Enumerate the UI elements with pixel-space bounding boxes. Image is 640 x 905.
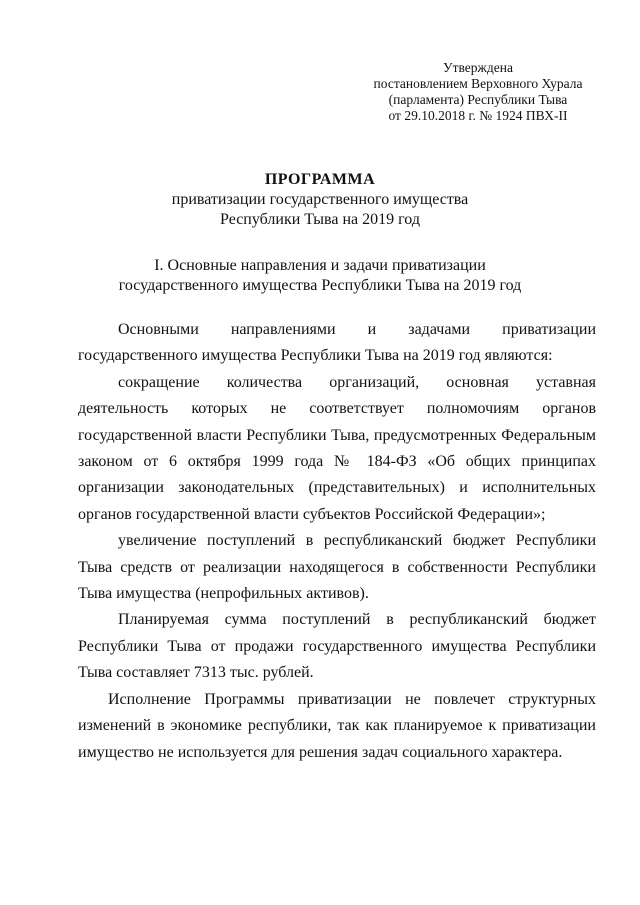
section-heading-line: государственного имущества Республики Тыва на 2019 год <box>118 277 522 294</box>
approval-line: Утверждена <box>443 60 513 75</box>
approval-line: от 29.10.2018 г. № 1924 ПВХ-II <box>388 108 568 123</box>
paragraph: сокращение количества организаций, основная уставная деятельность которых не соответствует полномочиям органов государственной власти Республики Тыва, предусмотренных Федеральным законом от 6 октября 1999 года № 184-ФЗ «Об общих принципах организации законодательных (представительных) и исполнительных органов государственной власти субъектов Российской Федерации»; <box>78 373 596 523</box>
approval-line: (парламента) Республики Тыва <box>388 92 568 107</box>
section-heading <box>0 256 640 296</box>
document-body <box>78 317 596 766</box>
approval-block <box>360 60 596 124</box>
document-subtitle-line: Республики Тыва на 2019 год <box>220 211 420 228</box>
paragraph: Исполнение Программы приватизации не повлечет структурных изменений в экономике республики, так как планируемое к приватизации имущество не используется для решения задач социального характера. <box>78 690 596 761</box>
document-title: ПРОГРАММА <box>264 171 376 188</box>
paragraph: Основными направлениями и задачами приватизации государственного имущества Республики Тыва на 2019 год являются: <box>78 321 596 365</box>
approval-line: постановлением Верховного Хурала <box>373 76 583 91</box>
document-subtitle-line: приватизации государственного имущества <box>171 191 469 208</box>
section-heading-line: I. Основные направления и задачи приватизации <box>154 257 486 274</box>
paragraph: Планируемая сумма поступлений в республиканский бюджет Республики Тыва от продажи государственного имущества Республики Тыва составляет 7313 тыс. рублей. <box>78 611 596 682</box>
document-title-block <box>0 170 640 230</box>
paragraph: увеличение поступлений в республиканский бюджет Республики Тыва средств от реализации находящегося в собственности Республики Тыва имущества (непрофильных активов). <box>78 532 596 603</box>
